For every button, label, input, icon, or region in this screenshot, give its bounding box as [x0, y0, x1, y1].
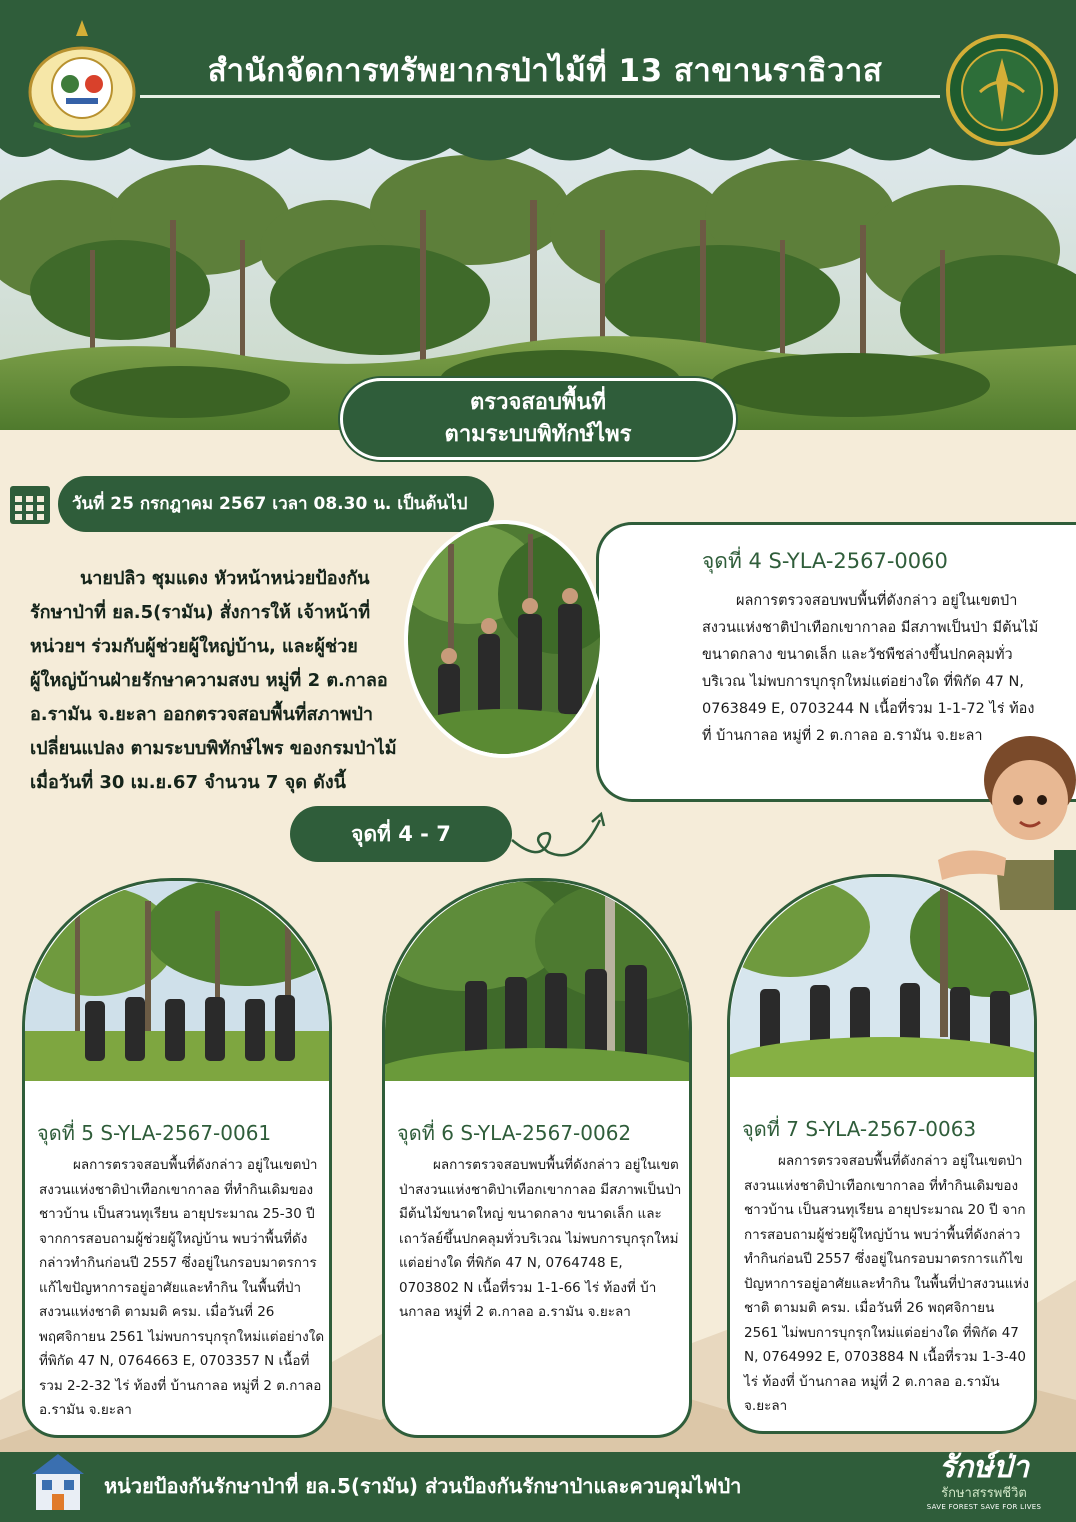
point-5-title: จุดที่ 5 S-YLA-2567-0061 — [37, 1121, 272, 1145]
point-6-text: ผลการตรวจสอบพบพื้นที่ดังกล่าว อยู่ในเขตป่าสงวนแห่งชาติป่าเทือกเขากาลอ มีสภาพเป็นป่า มีต้นไม้ขนาดใหญ่ ขนาดกลาง ขนาดเล็ก และเถาวัลย์ขึ้นปกคลุมทั่วบริเวณ ไม่พบการบุกรุกใหม่แต่อย่างใด ที่พิกัด 47 N, 0764748 E, 0703802 N เนื้อที่รวม 1-1-66 ไร่ ท้องที่ บ้านกาลอ หมู่ที่ 2 ต.กาลอ อ.รามัน จ.ยะลา — [399, 1157, 682, 1320]
header-scallop-edge — [0, 118, 1076, 178]
point-4-text: ผลการตรวจสอบพบพื้นที่ดังกล่าว อยู่ในเขตป่าสงวนแห่งชาติป่าเทือกเขากาลอ มีสภาพเป็นป่า มีต้นไม้ขนาดกลาง ขนาดเล็ก และวัชพืชล่างขึ้นปกคลุมทั่วบริเวณ ไม่พบการบุกรุกใหม่แต่อย่างใด ที่พิกัด 47 N, 0763849 E, 0703244 N เนื้อที่รวม 1-1-72 ไร่ ท้องที่ บ้านกาลอ หมู่ที่ 2 ต.กาลอ อ.รามัน จ.ยะลา — [702, 593, 1039, 744]
calendar-icon — [8, 482, 52, 526]
section-title-line1: ตรวจสอบพื้นที่ — [470, 390, 606, 415]
brand-sub-text: รักษาสรรพชีวิต — [941, 1486, 1027, 1501]
footer-unit-name: หน่วยป้องกันรักษาป่าที่ ยล.5(รามัน) ส่วนป้องกันรักษาป่าและควบคุมไฟป่า — [104, 1474, 742, 1498]
points-range-badge: จุดที่ 4 - 7 — [290, 806, 512, 862]
house-icon — [28, 1448, 88, 1514]
intro-text: นายปลิว ชุมแดง หัวหน้าหน่วยป้องกันรักษาป่าที่ ยล.5(รามัน) สั่งการให้ เจ้าหน้าที่หน่วยฯ ร่วมกับผู้ช่วยผู้ใหญ่บ้าน, และผู้ช่วยผู้ใหญ่บ้านฝ่ายรักษาความสงบ หมู่ที่ 2 ต.กาลอ อ.รามัน จ.ยะลา ออกตรวจสอบพื้นที่สภาพป่าเปลี่ยนแปลง ตามระบบพิทักษ์ไพร ของกรมป่าไม้ เมื่อวันที่ 30 เม.ย.67 จำนวน 7 จุด ดังนี้ — [30, 568, 397, 793]
curved-arrow-icon — [508, 800, 618, 866]
point-5-photo — [25, 881, 329, 1081]
point-6-title: จุดที่ 6 S-YLA-2567-0062 — [397, 1121, 632, 1145]
royal-forest-department-logo — [944, 32, 1060, 148]
point-4-title: จุดที่ 4 S-YLA-2567-0060 — [702, 549, 948, 573]
point-6-description — [399, 1153, 685, 1325]
brand-main-text: รักษ์ป่า — [939, 1450, 1029, 1485]
point-4-description — [702, 588, 1042, 750]
point-7-description — [744, 1149, 1030, 1419]
brand-tagline: SAVE FOREST SAVE FOR LIVES — [926, 1503, 1042, 1511]
section-title-line2: ตามระบบพิทักษ์ไพร — [444, 422, 632, 447]
point-7-text: ผลการตรวจสอบพื้นที่ดังกล่าว อยู่ในเขตป่าสงวนแห่งชาติป่าเทือกเขากาลอ ที่ทำกินเดิมของชาวบ้าน เป็นสวนทุเรียน อายุประมาณ 20 ปี จากการสอบถามผู้ช่วยผู้ใหญ่บ้าน พบว่าพื้นที่ดังกล่าว ทำกินก่อนปี 2557 ซึ่งอยู่ในกรอบมาตรการแก้ไขปัญหาการอยู่อาศัยและทำกิน ในพื้นที่ป่าสงวนแห่งชาติ ตามมติ ครม. เมื่อวันที่ 26 พฤศจิกายน 2561 ไม่พบการบุกรุกใหม่แต่อย่างใด ที่พิกัด 47 N, 0764992 E, 0703884 N เนื้อที่รวม 1-3-40 ไร่ ท้องที่ บ้านกาลอ หมู่ที่ 2 ต.กาลอ อ.รามัน จ.ยะลา — [744, 1153, 1029, 1414]
point-5-text: ผลการตรวจสอบพื้นที่ดังกล่าว อยู่ในเขตป่าสงวนแห่งชาติป่าเทือกเขากาลอ ที่ทำกินเดิมของชาวบ้าน เป็นสวนทุเรียน อายุประมาณ 25-30 ปี จากการสอบถามผู้ช่วยผู้ใหญ่บ้าน พบว่าพื้นที่ดังกล่าวทำกินก่อนปี 2557 ซึ่งอยู่ในกรอบมาตรการแก้ไขปัญหาการอยู่อาศัยและทำกิน ในพื้นที่ป่าสงวนแห่งชาติ ตามมติ ครม. เมื่อวันที่ 26 พฤศจิกายน 2561 ไม่พบการบุกรุกใหม่แต่อย่างใด ที่พิกัด 47 N, 0764663 E, 0703357 N เนื้อที่รวม 2-2-32 ไร่ ท้องที่ บ้านกาลอ หมู่ที่ 2 ต.กาลอ อ.รามัน จ.ยะลา — [39, 1157, 325, 1418]
intro-paragraph — [30, 562, 400, 800]
point-6-photo — [385, 881, 689, 1081]
forest-brand-logo — [894, 1450, 1074, 1518]
office-emblem-logo — [22, 14, 142, 142]
point-6-card — [382, 878, 692, 1438]
date-badge: วันที่ 25 กรกฎาคม 2567 เวลา 08.30 น. เป็นต้นไป — [58, 476, 494, 532]
page-title: สำนักจัดการทรัพยากรป่าไม้ที่ 13 สาขานราธิวาส — [207, 53, 883, 89]
section-title-pill — [340, 378, 736, 460]
ranger-cartoon-illustration — [930, 730, 1076, 910]
point-4-photo — [408, 524, 600, 754]
point-5-description — [39, 1153, 325, 1423]
point-7-card — [727, 874, 1037, 1434]
point-5-card — [22, 878, 332, 1438]
point-7-title: จุดที่ 7 S-YLA-2567-0063 — [742, 1117, 977, 1141]
